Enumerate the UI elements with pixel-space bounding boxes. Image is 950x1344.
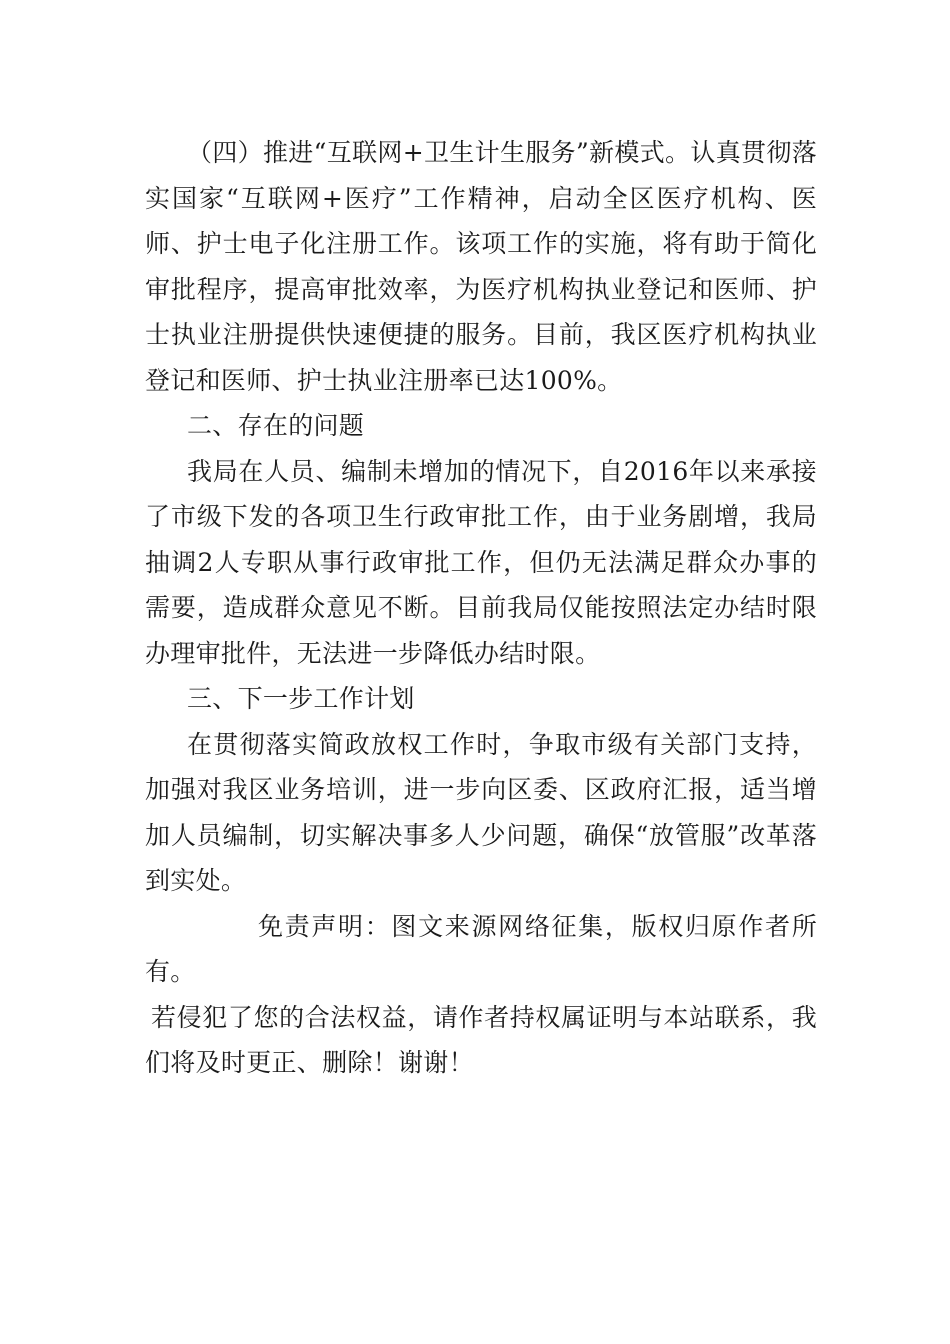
heading-existing-problems: 二、存在的问题 [187, 411, 365, 440]
paragraph-next-step-plan: 在贯彻落实简政放权工作时，争取市级有关部门支持，加强对我区业务培训，进一步向区委、区政府汇报，适当增加人员编制，切实解决事多人少问题，确保“放管服”改革落到实处。 [145, 729, 817, 895]
disclaimer-contact: 若侵犯了您的合法权益，请作者持权属证明与本站联系，我们将及时更正、删除！谢谢！ [145, 1002, 817, 1077]
paragraph-internet-health-service: （四）推进“互联网+卫生计生服务”新模式。认真贯彻落实国家“互联网+医疗”工作精神，启动全区医疗机构、医师、护士电子化注册工作。该项工作的实施，将有助于简化审批程序，提高审批效率，为医疗机构执业登记和医师、护士执业注册提供快速便捷的服务。目前，我区医疗机构执业登记和医师、护士执业注册率已达100%。 [145, 138, 817, 395]
document-body [145, 130, 817, 1086]
paragraph-problems: 我局在人员、编制未增加的情况下，自2016年以来承接了市级下发的各项卫生行政审批工作，由于业务剧增，我局抽调2人专职从事行政审批工作，但仍无法满足群众办事的需要，造成群众意见不断。目前我局仅能按照法定办结时限办理审批件，无法进一步降低办结时限。 [145, 456, 817, 668]
disclaimer-copyright: 免责声明：图文来源网络征集，版权归原作者所有。 [145, 911, 817, 986]
heading-next-step-plan: 三、下一步工作计划 [187, 684, 415, 713]
